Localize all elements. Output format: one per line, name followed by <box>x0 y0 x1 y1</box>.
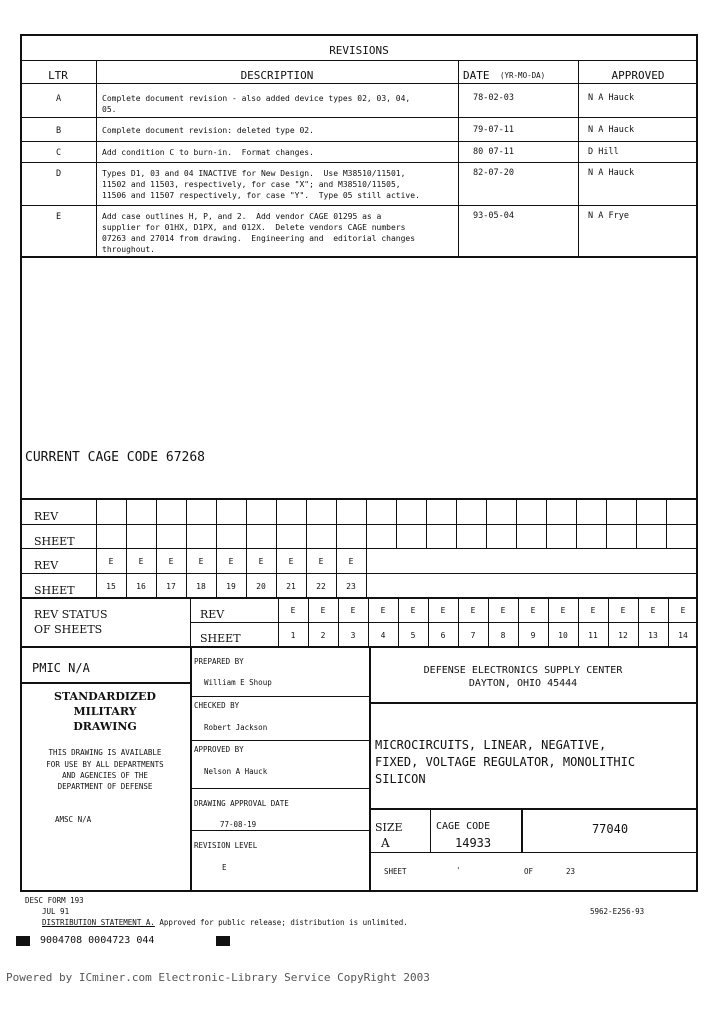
grid-line <box>488 597 489 648</box>
size-value: A <box>381 836 390 850</box>
prepared-by-value: William E Shoup <box>204 678 272 687</box>
rev-row-ltr: D <box>56 169 62 179</box>
rev-row-ltr: C <box>56 148 62 158</box>
grid-line <box>576 498 577 548</box>
rev-row-description: Add case outlines H, P, and 2. Add vendor CAGE 01295 as a supplier for 01HX, D1PX, and 012X. Delete vendors CAGE numbers 07263 and 27014 from drawing. Engineering and editorial changes throughout. <box>102 212 416 254</box>
checked-by-label: CHECKED BY <box>194 701 240 710</box>
status-sheet-cell: 6 <box>440 631 446 640</box>
sheet-cell: 18 <box>196 582 206 591</box>
status-sheet-cell: 10 <box>558 631 568 640</box>
current-cage-code: CURRENT CAGE CODE 67268 <box>25 450 206 465</box>
grid-line <box>668 597 669 648</box>
grid-line <box>636 498 637 548</box>
rev-row-approved: N A Hauck <box>588 125 635 135</box>
grid-line <box>186 498 187 548</box>
status-sheet-cell: 4 <box>380 631 386 640</box>
status-rev-cell: E <box>350 606 356 615</box>
drawing-label: DRAWING <box>73 720 137 733</box>
form-number: DESC FORM 193 <box>25 896 84 905</box>
approved-by-value: Nelson A Hauck <box>204 767 268 776</box>
status-sheet-cell: 2 <box>320 631 326 640</box>
cage-code-label: CAGE CODE <box>436 821 491 832</box>
rev-row-ltr: A <box>56 94 62 104</box>
sheet-label: SHEET <box>384 867 407 876</box>
sheet-cell: 17 <box>166 582 176 591</box>
status-sheet-cell: 5 <box>410 631 416 640</box>
powered-by: Powered by ICminer.com Electronic-Library Service CopyRight 2003 <box>6 971 430 984</box>
rev-row-approved: N A Hauck <box>588 168 635 178</box>
availability-note: AND AGENCIES OF THE <box>62 771 148 780</box>
status-sheet-cell: 8 <box>500 631 506 640</box>
sheet-label: SHEET <box>34 535 75 548</box>
status-rev-cell: E <box>560 606 566 615</box>
grid-line <box>518 597 519 648</box>
amsc: AMSC N/A <box>55 815 92 824</box>
size-label: SIZE <box>375 821 403 834</box>
grid-line <box>368 597 369 648</box>
grid-line <box>396 498 397 548</box>
status-rev-cell: E <box>470 606 476 615</box>
date-header: DATE <box>463 69 490 82</box>
sheet-cell: 20 <box>256 582 266 591</box>
rev-row-date: 82-07-20 <box>473 168 514 178</box>
status-sheet-cell: 7 <box>470 631 476 640</box>
grid-line <box>336 498 337 548</box>
grid-line <box>216 498 217 548</box>
grid-line <box>366 498 367 548</box>
grid-line <box>366 548 367 597</box>
rev-row-description: Complete document revision: deleted type 02. <box>102 126 314 135</box>
rev-row-approved: N A Hauck <box>588 93 635 103</box>
status-rev-cell: E <box>410 606 416 615</box>
rev-cell: E <box>348 557 354 566</box>
status-rev-cell: E <box>440 606 446 615</box>
grid-line <box>458 597 459 648</box>
grid-line <box>578 597 579 648</box>
of-label: OF <box>524 867 534 876</box>
drawing-title: MICROCIRCUITS, LINEAR, NEGATIVE, <box>375 738 607 752</box>
rev-row-approved: D Hill <box>588 147 619 157</box>
rev-cell: E <box>288 557 294 566</box>
barcode-bar-left <box>16 936 30 946</box>
grid-line <box>696 498 697 548</box>
grid-line <box>246 498 247 548</box>
of-value: 23 <box>566 867 576 876</box>
rev-row-date: 78-02-03 <box>473 93 514 103</box>
rev-row-approved: N A Frye <box>588 211 629 221</box>
sheet-cell: 21 <box>286 582 296 591</box>
rev-row-date: 80 07-11 <box>473 147 514 157</box>
status-sheet-cell: 12 <box>618 631 628 640</box>
grid-line <box>486 498 487 548</box>
drawing-title: SILICON <box>375 772 426 786</box>
availability-note: THIS DRAWING IS AVAILABLE <box>48 748 162 757</box>
grid-line <box>126 498 127 548</box>
rev-cell: E <box>198 557 204 566</box>
pmic: PMIC N/A <box>32 661 90 675</box>
grid-line <box>428 597 429 648</box>
status-rev-cell: E <box>590 606 596 615</box>
status-rev-cell: E <box>620 606 626 615</box>
sheet-cell: 15 <box>106 582 116 591</box>
status-rev-cell: E <box>650 606 656 615</box>
status-rev-cell: E <box>290 606 296 615</box>
status-sheet-cell: 3 <box>350 631 356 640</box>
rev-row-date: 93-05-04 <box>473 211 514 221</box>
military-label: MILITARY <box>73 705 137 718</box>
grid-line <box>546 498 547 548</box>
status-sheet-cell: 9 <box>530 631 536 640</box>
checked-by-value: Robert Jackson <box>204 723 268 732</box>
rev-status-label: REV STATUS <box>34 608 108 621</box>
grid-line <box>308 597 309 648</box>
sheet-cell: 22 <box>316 582 326 591</box>
rev-label: REV <box>34 559 59 572</box>
approval-date-label: DRAWING APPROVAL DATE <box>194 799 289 808</box>
description-header: DESCRIPTION <box>240 69 314 82</box>
sheet-value: ' <box>456 866 461 875</box>
status-rev-cell: E <box>680 606 686 615</box>
grid-line <box>338 597 339 648</box>
grid-line <box>608 597 609 648</box>
grid-line <box>306 498 307 548</box>
status-sheet-cell: 13 <box>648 631 658 640</box>
grid-line <box>638 597 639 648</box>
sheet-label: SHEET <box>34 584 75 597</box>
rev-cell: E <box>108 557 114 566</box>
grid-line <box>666 498 667 548</box>
status-rev-cell: E <box>320 606 326 615</box>
sheet-cell: 19 <box>226 582 236 591</box>
document-code: 5962-E256-93 <box>590 907 645 916</box>
grid-line <box>276 498 277 548</box>
sheet-label: SHEET <box>200 632 241 645</box>
rev-row-description: Types D1, 03 and 04 INACTIVE for New Design. Use M38510/11501, 11502 and 11503, respectively, for case "X"; and M38510/11505, 11506 and 11507 respectively, for case "Y". Type 05 still active. <box>102 169 420 200</box>
form-date: JUL 91 <box>42 907 70 916</box>
rev-cell: E <box>258 557 264 566</box>
document-number: 77040 <box>591 822 629 836</box>
approved-header: APPROVED <box>611 69 665 82</box>
drawing-title: FIXED, VOLTAGE REGULATOR, MONOLITHIC <box>375 755 636 769</box>
agency-name: DEFENSE ELECTRONICS SUPPLY CENTER <box>423 665 623 676</box>
rev-row-date: 79-07-11 <box>473 125 514 135</box>
rev-row-ltr: E <box>56 212 62 222</box>
rev-cell: E <box>318 557 324 566</box>
status-rev-cell: E <box>530 606 536 615</box>
rev-row-description: Complete document revision - also added device types 02, 03, 04, 05. <box>102 94 411 114</box>
status-sheet-cell: 11 <box>588 631 598 640</box>
date-format: (YR-MO-DA) <box>500 71 546 80</box>
grid-line <box>426 498 427 548</box>
sheet-cell: 16 <box>136 582 146 591</box>
distribution-statement <box>42 918 408 927</box>
distribution-label: DISTRIBUTION STATEMENT A. <box>42 918 155 927</box>
grid-line <box>156 498 157 548</box>
status-rev-cell: E <box>500 606 506 615</box>
ltr-header: LTR <box>48 69 68 82</box>
rev-label: REV <box>200 608 225 621</box>
standardized-label: STANDARDIZED <box>54 690 156 703</box>
approval-date-value: 77-08-19 <box>220 820 257 829</box>
rev-row-description: Add condition C to burn-in. Format changes. <box>102 148 314 157</box>
rev-label: REV <box>34 510 59 523</box>
grid-line <box>516 498 517 548</box>
cage-code-value: 14933 <box>455 836 492 850</box>
revision-level-label: REVISION LEVEL <box>194 841 258 850</box>
rev-cell: E <box>228 557 234 566</box>
grid-line <box>606 498 607 548</box>
status-rev-cell: E <box>380 606 386 615</box>
barcode-bar-right <box>216 936 230 946</box>
rev-cell: E <box>168 557 174 566</box>
status-sheet-cell: 14 <box>678 631 688 640</box>
grid-line <box>398 597 399 648</box>
approved-by-label: APPROVED BY <box>194 745 244 754</box>
agency-address: DAYTON, OHIO 45444 <box>468 678 578 689</box>
grid-line <box>456 498 457 548</box>
status-sheet-cell: 1 <box>290 631 296 640</box>
availability-note: FOR USE BY ALL DEPARTMENTS <box>46 760 164 769</box>
distribution-text: Approved for public release; distribution is unlimited. <box>154 918 408 927</box>
revision-level-value: E <box>222 863 227 872</box>
revisions-title: REVISIONS <box>329 44 389 57</box>
sheet-cell: 23 <box>346 582 356 591</box>
availability-note: DEPARTMENT OF DEFENSE <box>57 782 153 791</box>
rev-cell: E <box>138 557 144 566</box>
prepared-by-label: PREPARED BY <box>194 657 244 666</box>
grid-line <box>548 597 549 648</box>
barcode-text: 9004708 0004723 044 <box>40 935 155 946</box>
rev-status-label: OF SHEETS <box>34 623 103 636</box>
rev-row-ltr: B <box>56 126 62 136</box>
